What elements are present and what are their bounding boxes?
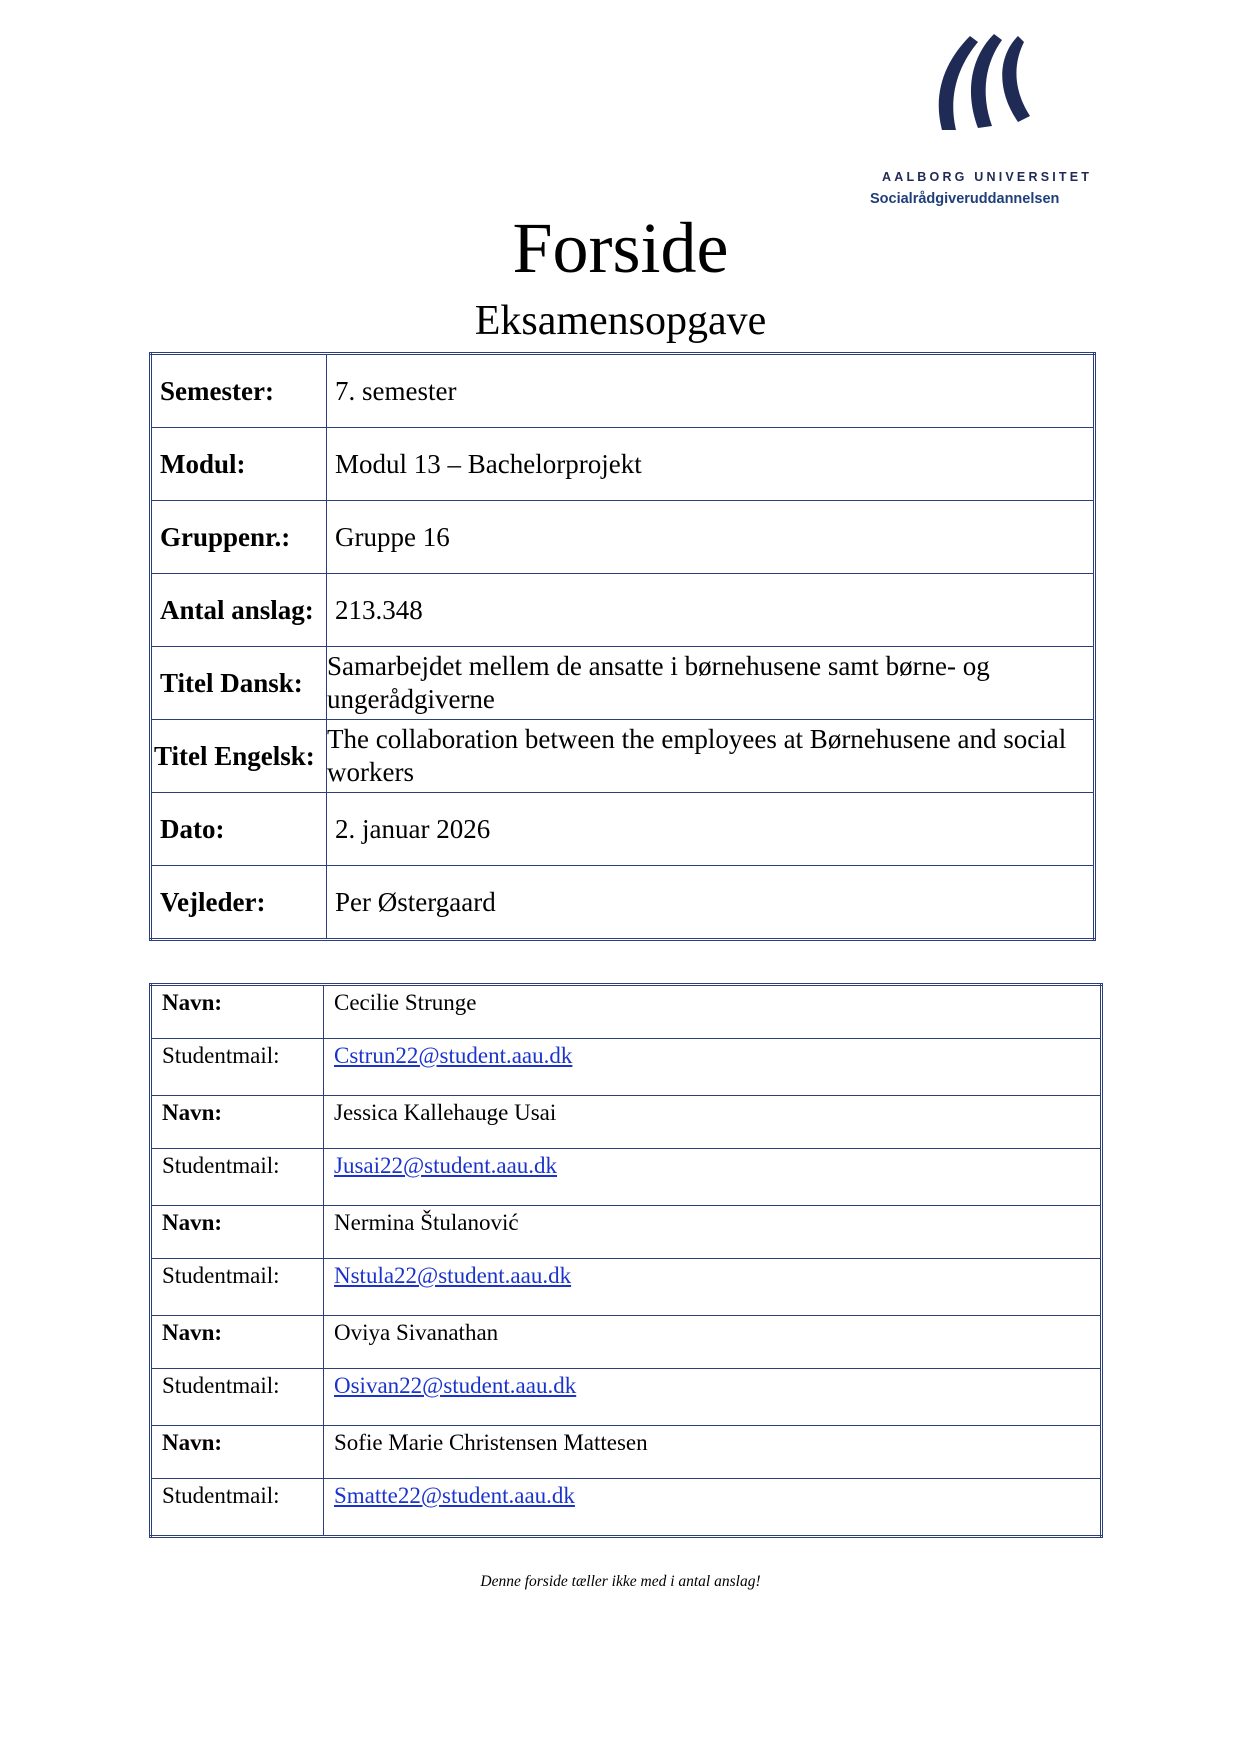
- titel-dansk-value: Samarbejdet mellem de ansatte i børnehusene samt børne- og ungerådgiverne: [327, 647, 1095, 720]
- exam-info-table: [149, 352, 1096, 941]
- anslag-value: 213.348: [327, 574, 1095, 647]
- name-label: Navn:: [151, 1096, 324, 1149]
- student-name: Nermina Štulanović: [324, 1206, 1102, 1259]
- anslag-label: Antal anslag:: [151, 574, 327, 647]
- student-name: Oviya Sivanathan: [324, 1316, 1102, 1369]
- student-name: Jessica Kallehauge Usai: [324, 1096, 1102, 1149]
- student-name-row: [151, 1096, 1102, 1149]
- student-name: Cecilie Strunge: [324, 985, 1102, 1039]
- titel-dansk-label: Titel Dansk:: [151, 647, 327, 720]
- name-label: Navn:: [151, 1316, 324, 1369]
- row-dato: [151, 793, 1095, 866]
- mail-label: Studentmail:: [151, 1259, 324, 1316]
- university-logo: [870, 30, 1096, 207]
- student-mail-cell: [324, 1369, 1102, 1426]
- name-label: Navn:: [151, 985, 324, 1039]
- row-anslag: [151, 574, 1095, 647]
- mail-label: Studentmail:: [151, 1369, 324, 1426]
- titel-engelsk-label: Titel Engelsk:: [151, 720, 327, 793]
- row-gruppe: [151, 501, 1095, 574]
- student-mail-row: [151, 1259, 1102, 1316]
- student-mail-link[interactable]: Smatte22@student.aau.dk: [334, 1483, 575, 1508]
- student-mail-row: [151, 1039, 1102, 1096]
- page-subtitle: Eksamensopgave: [474, 298, 767, 344]
- student-name: Sofie Marie Christensen Mattesen: [324, 1426, 1102, 1479]
- student-name-row: [151, 1426, 1102, 1479]
- student-mail-link[interactable]: Cstrun22@student.aau.dk: [334, 1043, 573, 1068]
- vejleder-label: Vejleder:: [151, 866, 327, 940]
- mail-label: Studentmail:: [151, 1149, 324, 1206]
- titel-engelsk-value: The collaboration between the employees at Børnehusene and social workers: [327, 720, 1095, 793]
- modul-label: Modul:: [151, 428, 327, 501]
- student-mail-row: [151, 1369, 1102, 1426]
- student-mail-link[interactable]: Osivan22@student.aau.dk: [334, 1373, 577, 1398]
- student-mail-cell: [324, 1259, 1102, 1316]
- footer-note: Denne forside tæller ikke med i antal anslag!: [480, 1573, 761, 1590]
- student-mail-row: [151, 1149, 1102, 1206]
- semester-label: Semester:: [151, 354, 327, 428]
- student-mail-link[interactable]: Nstula22@student.aau.dk: [334, 1263, 572, 1288]
- gruppe-label: Gruppenr.:: [151, 501, 327, 574]
- dato-value: 2. januar 2026: [327, 793, 1095, 866]
- modul-value: Modul 13 – Bachelorprojekt: [327, 428, 1095, 501]
- row-semester: [151, 354, 1095, 428]
- dato-label: Dato:: [151, 793, 327, 866]
- mail-label: Studentmail:: [151, 1479, 324, 1537]
- aau-wave-logo-icon: [926, 30, 1036, 140]
- student-name-row: [151, 985, 1102, 1039]
- row-titel-engelsk: [151, 720, 1095, 793]
- students-table: [149, 983, 1103, 1538]
- semester-value: 7. semester: [327, 354, 1095, 428]
- gruppe-value: Gruppe 16: [327, 501, 1095, 574]
- student-name-row: [151, 1316, 1102, 1369]
- student-mail-row: [151, 1479, 1102, 1537]
- university-name: AALBORG UNIVERSITET: [882, 170, 1093, 184]
- name-label: Navn:: [151, 1426, 324, 1479]
- student-mail-cell: [324, 1479, 1102, 1537]
- student-mail-link[interactable]: Jusai22@student.aau.dk: [334, 1153, 558, 1178]
- department-name: Socialrådgiveruddannelsen: [870, 191, 1060, 207]
- row-vejleder: [151, 866, 1095, 940]
- vejleder-value: Per Østergaard: [327, 866, 1095, 940]
- mail-label: Studentmail:: [151, 1039, 324, 1096]
- row-modul: [151, 428, 1095, 501]
- student-mail-cell: [324, 1039, 1102, 1096]
- name-label: Navn:: [151, 1206, 324, 1259]
- page-title: Forside: [512, 208, 729, 288]
- student-name-row: [151, 1206, 1102, 1259]
- row-titel-dansk: [151, 647, 1095, 720]
- student-mail-cell: [324, 1149, 1102, 1206]
